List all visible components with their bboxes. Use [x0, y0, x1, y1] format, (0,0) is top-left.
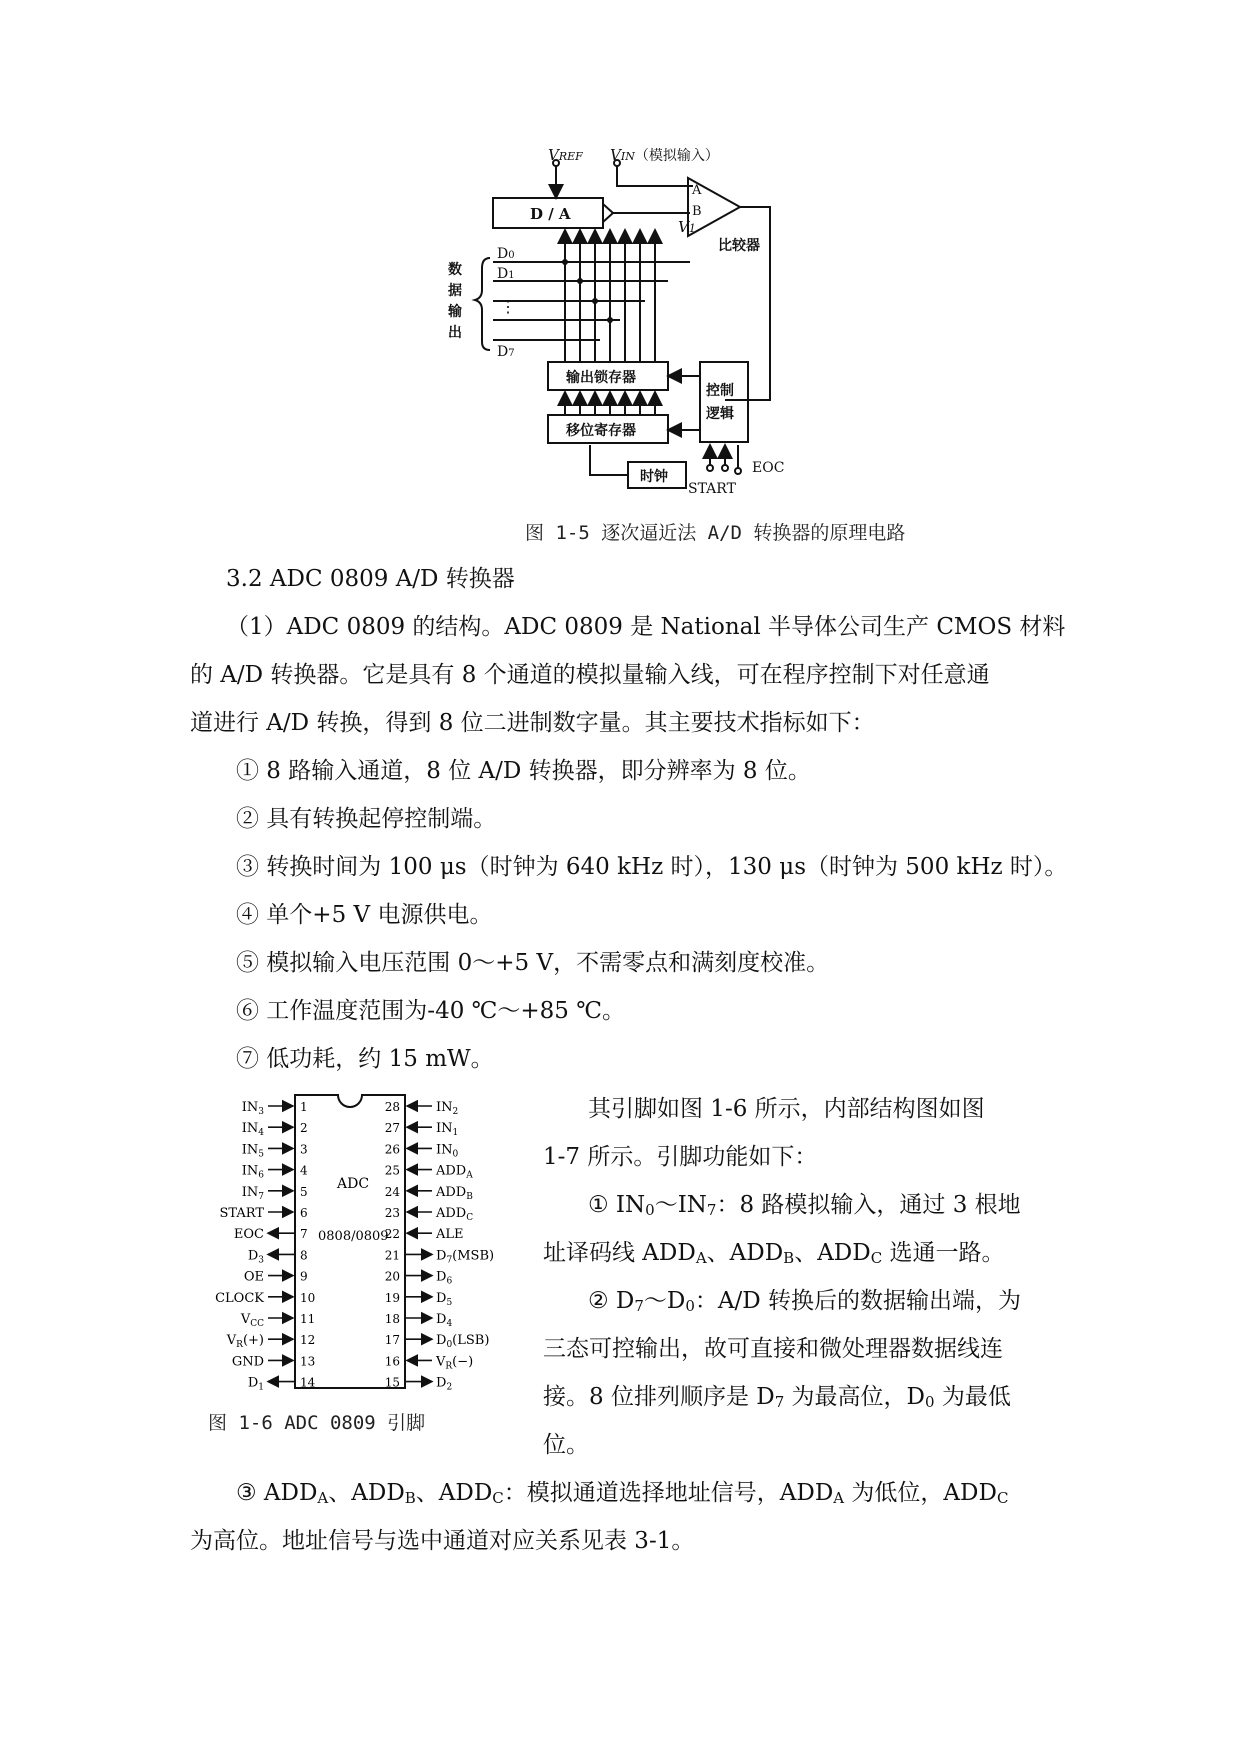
- comparator-label: 比较器: [718, 238, 760, 254]
- data-out-1: 数: [448, 262, 462, 278]
- pin-desc-add: ③ $ADD_A$、$ADD_B$、$ADD_C$：模拟通道选择地址信号，$ADD_A$ 为低位，$ADD_C$: [236, 1480, 1009, 1507]
- eoc-label: EOC: [752, 460, 785, 476]
- pin-number: 18: [384, 1312, 400, 1326]
- spec-5: ⑤ 模拟输入电压范围 0～+5 V，不需零点和满刻度校准。: [236, 950, 830, 976]
- da-label: D / A: [530, 205, 571, 223]
- pin-label: $D_6$: [436, 1269, 453, 1287]
- b-label: B: [692, 204, 702, 219]
- pin-label: $V_{CC}$: [240, 1312, 264, 1329]
- pin-number: 2: [300, 1121, 308, 1136]
- pin-label: $D_3$: [247, 1248, 264, 1266]
- pin-number: 22: [384, 1227, 400, 1242]
- d0-label: D0: [497, 246, 515, 262]
- vin-label: VIN（模拟输入）: [610, 146, 719, 164]
- latch-label: 输出锁存器: [566, 370, 636, 386]
- data-out-3: 输: [448, 304, 462, 320]
- pin-number: 25: [384, 1163, 400, 1178]
- chip-title-1: ADC: [337, 1176, 370, 1192]
- data-out-4: 出: [448, 325, 462, 341]
- pin-number: 14: [300, 1375, 316, 1390]
- pin-label: OE: [243, 1269, 264, 1285]
- pin-desc-d-2: 三态可控输出，故可直接和微处理器数据线连: [543, 1336, 1003, 1362]
- control-label-2: 逻辑: [706, 406, 734, 422]
- pin-number: 27: [384, 1121, 400, 1136]
- pin-label: EOC: [233, 1227, 264, 1243]
- pin-label: $IN_6$: [241, 1163, 264, 1181]
- pin-label: CLOCK: [215, 1290, 264, 1306]
- d1-label: D1: [497, 266, 515, 282]
- pin-intro-1: 其引脚如图 1-6 所示，内部结构图如图: [588, 1096, 985, 1122]
- figure-1-6-caption: 图 1-6 ADC 0809 引脚: [208, 1412, 426, 1434]
- pin-number: 19: [384, 1290, 400, 1305]
- pin-label: $V_R(-)$: [436, 1354, 474, 1372]
- pin-number: 5: [300, 1184, 308, 1199]
- dots-label: ⋮: [500, 297, 516, 316]
- pin-label: $IN_7$: [241, 1184, 264, 1202]
- intro-line-3: 道进行 A/D 转换，得到 8 位二进制数字量。其主要技术指标如下：: [190, 710, 875, 736]
- pin-number: 9: [300, 1269, 308, 1284]
- pin-number: 21: [384, 1248, 400, 1263]
- pin-label: $IN_3$: [241, 1100, 264, 1117]
- pin-number: 17: [384, 1333, 400, 1348]
- pin-desc-d-3: 接。8 位排列顺序是 $D_7$ 为最高位，$D_0$ 为最低: [543, 1384, 1011, 1411]
- pin-label: $ADD_A$: [436, 1163, 473, 1181]
- pin-number: 7: [300, 1227, 308, 1242]
- intro-line-1: （1）ADC 0809 的结构。ADC 0809 是 National 半导体公司生产 CMOS 材料: [226, 614, 1066, 640]
- figure-adc0809-pinout: [200, 1090, 530, 1400]
- pin-number: 16: [384, 1354, 400, 1369]
- pin-number: 12: [300, 1333, 316, 1348]
- pin-number: 11: [300, 1312, 316, 1326]
- pin-label: GND: [231, 1354, 264, 1370]
- pin-number: 6: [300, 1206, 308, 1220]
- pin-number: 4: [300, 1163, 308, 1178]
- pin-intro-2: 1-7 所示。引脚功能如下：: [543, 1144, 818, 1170]
- pin-label: $IN_0$: [436, 1142, 459, 1160]
- start-label: START: [688, 481, 736, 497]
- pin-number: 3: [300, 1142, 308, 1157]
- pin-label: $IN_5$: [241, 1142, 264, 1160]
- pin-label: $D_2$: [436, 1375, 453, 1393]
- vref-label: VREF: [548, 146, 583, 164]
- spec-3: ③ 转换时间为 100 μs（时钟为 640 kHz 时），130 μs（时钟为 500 kHz 时）。: [236, 854, 1068, 880]
- pin-number: 15: [384, 1375, 400, 1390]
- spec-6: ⑥ 工作温度范围为-40 ℃～+85 ℃。: [236, 998, 625, 1024]
- pin-label: $ADD_B$: [436, 1184, 473, 1202]
- pin-number: 23: [384, 1206, 400, 1220]
- pin-number: 8: [300, 1248, 308, 1263]
- v1-label: V1: [678, 218, 696, 236]
- pin-number: 24: [384, 1184, 400, 1199]
- data-out-2: 据: [448, 283, 462, 299]
- spec-1: ① 8 路输入通道，8 位 A/D 转换器，即分辨率为 8 位。: [236, 758, 811, 784]
- spec-7: ⑦ 低功耗，约 15 mW。: [236, 1046, 494, 1072]
- pin-label: START: [219, 1206, 264, 1221]
- pin-label: $D_5$: [436, 1290, 453, 1308]
- chip-title-2: 0808/0809: [318, 1229, 389, 1244]
- pin-number: 20: [384, 1269, 400, 1284]
- intro-line-2: 的 A/D 转换器。它是具有 8 个通道的模拟量输入线，可在程序控制下对任意通: [190, 662, 990, 688]
- pin-label: $D_0(LSB)$: [436, 1333, 490, 1351]
- pin-label: $V_R(+)$: [226, 1333, 264, 1351]
- d7-label: D7: [497, 344, 515, 360]
- control-label-1: 控制: [706, 383, 734, 399]
- pin-desc-add-2: 为高位。地址信号与选中通道对应关系见表 3-1。: [190, 1528, 695, 1554]
- pin-number: 26: [384, 1142, 400, 1157]
- pin-label: $IN_2$: [436, 1100, 459, 1117]
- pin-label: $D_7(MSB)$: [436, 1248, 495, 1266]
- figure-sar-adc-circuit: [430, 145, 810, 505]
- pin-number: 13: [300, 1354, 316, 1369]
- pin-label: $D_4$: [436, 1312, 453, 1329]
- figure-1-5-caption: 图 1-5 逐次逼近法 A/D 转换器的原理电路: [525, 522, 906, 544]
- shift-label: 移位寄存器: [566, 423, 636, 439]
- pin-label: $IN_4$: [241, 1121, 264, 1139]
- pin-desc-d: ② $D_7\sim D_0$：A/D 转换后的数据输出端，为: [588, 1288, 1022, 1315]
- pin-label: $D_1$: [247, 1375, 264, 1393]
- pin-desc-in-2: 址译码线 $ADD_A$、$ADD_B$、$ADD_C$ 选通一路。: [543, 1240, 1005, 1267]
- clock-label: 时钟: [640, 469, 668, 485]
- spec-4: ④ 单个+5 V 电源供电。: [236, 902, 493, 928]
- pin-number: 1: [300, 1100, 308, 1114]
- pin-number: 28: [384, 1100, 400, 1114]
- pin-desc-in: ① $IN_0\sim IN_7$：8 路模拟输入，通过 3 根地: [588, 1192, 1021, 1219]
- pin-label: $IN_1$: [436, 1121, 459, 1139]
- section-title: 3.2 ADC 0809 A/D 转换器: [226, 566, 515, 592]
- spec-2: ② 具有转换起停控制端。: [236, 806, 497, 832]
- pin-number: 10: [300, 1290, 316, 1305]
- pin-desc-d-4: 位。: [543, 1432, 589, 1458]
- pin-label: $ADD_C$: [436, 1206, 474, 1223]
- a-label: A: [692, 183, 702, 198]
- pin-label: ALE: [436, 1227, 464, 1243]
